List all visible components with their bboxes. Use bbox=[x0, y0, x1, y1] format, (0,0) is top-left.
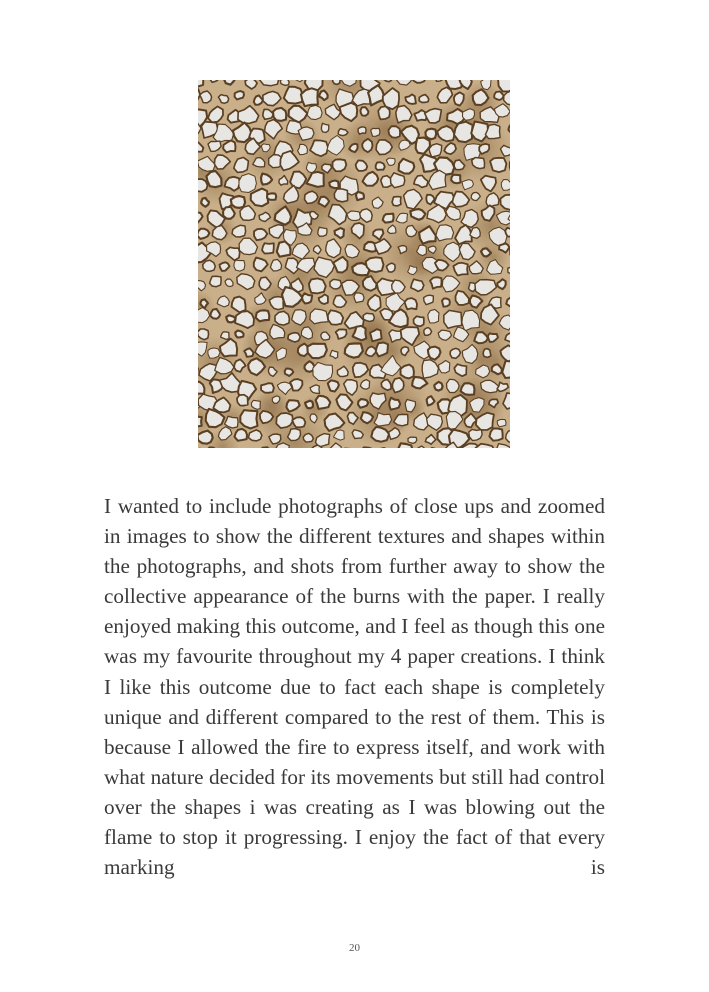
burn-hole bbox=[501, 180, 510, 191]
burn-hole bbox=[408, 437, 417, 443]
burn-hole bbox=[276, 413, 293, 428]
burn-hole bbox=[362, 139, 372, 152]
burn-hole bbox=[280, 80, 289, 85]
burn-hole bbox=[333, 159, 347, 171]
burn-hole bbox=[334, 189, 347, 202]
burn-hole bbox=[210, 276, 222, 287]
burn-hole bbox=[198, 229, 209, 239]
burn-hole bbox=[307, 344, 327, 359]
burnt-paper-holes-image bbox=[198, 80, 510, 448]
burn-hole bbox=[321, 123, 328, 132]
burn-hole bbox=[292, 417, 305, 427]
burn-hole bbox=[272, 396, 279, 404]
burn-hole bbox=[436, 225, 454, 241]
burn-hole bbox=[454, 122, 473, 142]
burn-hole bbox=[392, 197, 401, 206]
burn-hole bbox=[302, 293, 312, 303]
burn-hole bbox=[428, 309, 439, 323]
burn-hole bbox=[451, 175, 460, 183]
burn-hole bbox=[388, 126, 400, 138]
burn-hole bbox=[393, 378, 404, 393]
burn-hole bbox=[329, 181, 338, 189]
burn-hole bbox=[330, 279, 342, 289]
burn-hole bbox=[313, 362, 333, 380]
burn-hole bbox=[469, 429, 482, 440]
burn-hole bbox=[444, 310, 462, 328]
burn-hole bbox=[305, 401, 313, 409]
burn-hole bbox=[285, 369, 294, 377]
burn-hole bbox=[356, 192, 364, 200]
burn-hole bbox=[284, 87, 303, 104]
burn-hole bbox=[386, 263, 395, 272]
burn-hole bbox=[389, 398, 400, 410]
burn-hole bbox=[494, 91, 504, 100]
burn-hole bbox=[424, 295, 434, 305]
burn-hole bbox=[492, 364, 502, 374]
burn-hole bbox=[328, 310, 343, 325]
burn-hole bbox=[428, 347, 441, 360]
burn-hole bbox=[453, 263, 468, 276]
burn-hole bbox=[483, 349, 491, 358]
burn-hole bbox=[345, 344, 363, 358]
burn-hole bbox=[244, 348, 253, 357]
burn-hole bbox=[489, 428, 502, 440]
burn-hole bbox=[309, 278, 326, 293]
burn-hole bbox=[354, 293, 364, 303]
burn-hole bbox=[290, 379, 302, 391]
burn-hole bbox=[361, 412, 373, 423]
burn-hole bbox=[261, 383, 274, 393]
burn-hole bbox=[303, 433, 313, 442]
burn-hole bbox=[198, 179, 208, 192]
burn-hole bbox=[434, 382, 442, 391]
burn-hole bbox=[461, 383, 475, 395]
burn-hole bbox=[405, 298, 417, 309]
burn-hole bbox=[336, 329, 347, 339]
burn-hole bbox=[235, 331, 243, 338]
burn-hole bbox=[239, 174, 256, 193]
burn-hole bbox=[442, 299, 450, 307]
burn-hole bbox=[430, 277, 442, 288]
burn-hole bbox=[235, 429, 248, 441]
burn-hole bbox=[198, 329, 209, 340]
burn-hole bbox=[454, 92, 464, 105]
burn-hole bbox=[231, 196, 245, 208]
burn-hole bbox=[366, 257, 384, 272]
burn-hole bbox=[347, 211, 361, 221]
burn-hole bbox=[240, 410, 257, 428]
burn-hole bbox=[376, 162, 385, 170]
burn-hole bbox=[363, 313, 374, 321]
burn-hole bbox=[198, 415, 202, 426]
burn-hole bbox=[358, 127, 366, 134]
burn-hole bbox=[490, 158, 506, 172]
burn-hole bbox=[208, 348, 220, 358]
burn-hole bbox=[310, 309, 328, 324]
burn-hole bbox=[370, 329, 382, 341]
burn-hole bbox=[419, 95, 429, 103]
burn-hole bbox=[383, 214, 394, 223]
body-paragraph: I wanted to include photographs of close ups and zoomed in images to show the different textures and shapes within the photographs, and shots from further away to show the collective appearance of the burns with the paper. I really enjoyed making this outcome, and I feel as though this one was my favourite throughout my 4 paper creations. I think I like this outcome due to fact each shape is completely unique and different compared to the rest of them. This is because I allowed the fire to express itself, and work with what nature decided for its movements but still had control over the shapes i was creating as I was blowing out the flame to stop it progressing. I enjoy the fact of that every marking is bbox=[104, 494, 605, 880]
burn-hole bbox=[318, 227, 327, 236]
burn-hole bbox=[414, 316, 424, 326]
burn-hole bbox=[328, 380, 339, 391]
burnt-paper-photo bbox=[198, 80, 510, 448]
burn-hole bbox=[262, 243, 274, 253]
burn-hole bbox=[273, 108, 286, 121]
burn-hole bbox=[277, 241, 291, 256]
burn-hole bbox=[462, 310, 480, 331]
burn-hole bbox=[234, 260, 245, 271]
burn-hole bbox=[198, 431, 213, 444]
burn-hole bbox=[424, 328, 432, 336]
burn-hole bbox=[360, 107, 368, 116]
burn-hole bbox=[237, 395, 248, 406]
burn-hole bbox=[267, 193, 276, 200]
burn-hole bbox=[288, 333, 300, 342]
page-number: 20 bbox=[349, 942, 360, 954]
burn-hole bbox=[256, 310, 270, 321]
burn-hole bbox=[425, 129, 436, 140]
burn-hole bbox=[497, 419, 506, 427]
burn-hole bbox=[235, 91, 244, 99]
burn-hole bbox=[316, 396, 331, 409]
burn-hole bbox=[301, 88, 318, 106]
burn-hole bbox=[371, 128, 380, 136]
burn-hole bbox=[376, 343, 388, 357]
burn-hole bbox=[223, 207, 235, 219]
burn-hole bbox=[221, 332, 229, 340]
burn-hole bbox=[505, 228, 510, 237]
burn-hole bbox=[429, 144, 442, 157]
burn-hole bbox=[401, 365, 414, 379]
burn-hole bbox=[226, 315, 236, 322]
burn-hole bbox=[275, 311, 289, 325]
burn-hole bbox=[358, 399, 368, 408]
burn-hole bbox=[384, 80, 392, 82]
burn-hole bbox=[307, 105, 322, 119]
burn-hole bbox=[378, 106, 390, 119]
burn-hole bbox=[198, 80, 203, 87]
burn-hole bbox=[203, 260, 216, 271]
burn-hole bbox=[333, 80, 340, 84]
